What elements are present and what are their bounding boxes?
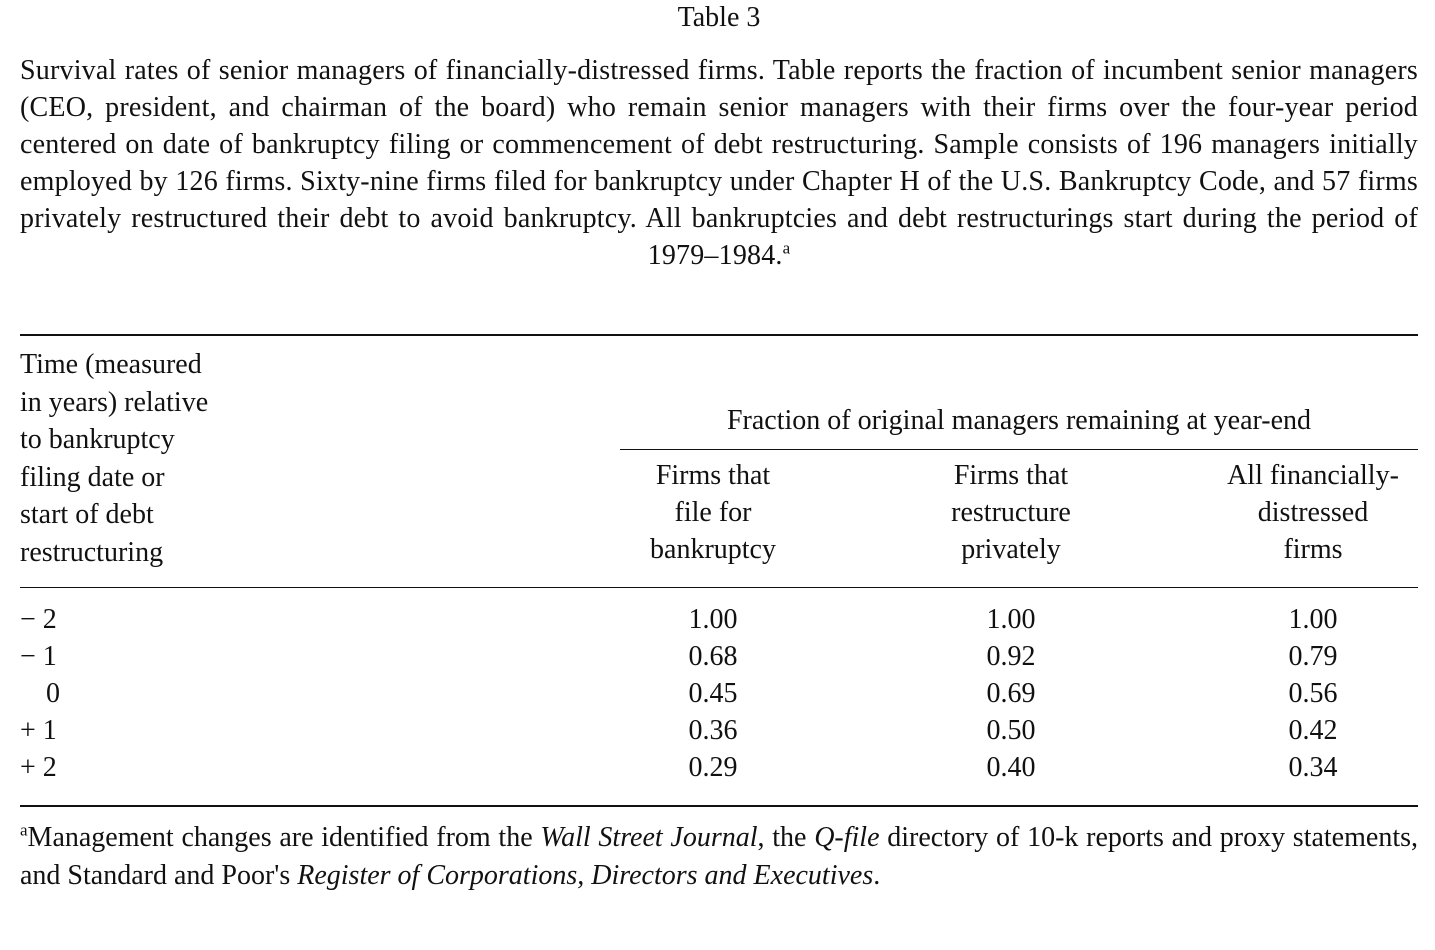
column-header-line: file for	[674, 497, 752, 528]
stub-header-line: Time (measured	[20, 349, 202, 380]
all-firms-cell: 1.00	[1288, 604, 1338, 635]
time-cell: − 2	[20, 604, 57, 635]
table-row	[20, 601, 1418, 638]
column-header-line: privately	[961, 534, 1061, 565]
bottom-rule	[20, 805, 1418, 807]
bankruptcy-cell: 0.36	[688, 715, 738, 746]
spanner-rule	[620, 449, 1418, 450]
footnote-text: .	[873, 859, 881, 891]
footnote-italic: Wall Street Journal	[540, 822, 758, 853]
bankruptcy-cell: 1.00	[688, 604, 738, 635]
column-header-line: All financially-	[1227, 460, 1399, 491]
table-caption	[20, 52, 1418, 274]
table-row	[20, 675, 1418, 712]
table-row	[20, 749, 1418, 786]
column-header-all	[1198, 457, 1428, 568]
time-cell: + 2	[20, 752, 57, 783]
all-firms-cell: 0.42	[1288, 715, 1338, 746]
column-header-line: bankruptcy	[650, 534, 776, 565]
stub-header-line: in years) relative	[20, 386, 209, 418]
table-footnote	[20, 819, 1418, 894]
restructure-cell: 0.92	[986, 641, 1036, 672]
all-firms-cell: 0.79	[1288, 641, 1338, 672]
all-firms-cell: 0.34	[1288, 752, 1338, 783]
time-cell: 0	[46, 678, 60, 709]
footnote-italic: Q-file	[814, 822, 880, 853]
stub-header-line: start of debt	[20, 499, 154, 530]
stub-header-line: to bankruptcy	[20, 424, 175, 455]
all-firms-cell: 0.56	[1288, 678, 1338, 709]
restructure-cell: 0.69	[986, 678, 1036, 709]
stub-header	[20, 346, 280, 571]
restructure-cell: 0.40	[986, 752, 1036, 783]
column-header-line: distressed	[1257, 497, 1369, 528]
top-rule	[20, 334, 1418, 336]
spanner-header: Fraction of original managers remaining at year-end	[726, 405, 1312, 436]
time-cell: − 1	[20, 641, 57, 672]
stub-header-line: filing date or	[20, 461, 165, 493]
table-page	[20, 0, 1418, 891]
column-header-line: firms	[1283, 534, 1343, 565]
footnote-text: , the	[757, 822, 815, 853]
table-row	[20, 638, 1418, 675]
column-header-restructure	[911, 457, 1111, 568]
bankruptcy-cell: 0.29	[688, 752, 738, 783]
column-header-bankruptcy	[613, 457, 813, 568]
time-cell: + 1	[20, 715, 57, 746]
column-header-line: Firms that	[953, 460, 1069, 491]
column-header-line: Firms that	[655, 460, 771, 491]
table-title: Table 3	[677, 2, 761, 33]
restructure-cell: 0.50	[986, 715, 1036, 746]
header-rule	[20, 587, 1418, 588]
caption-text: Survival rates of senior managers of financially-distressed firms. Table reports the fraction of incumbent senior managers (CEO, president, and chairman of the board) who remain senior managers with their firms over the four-year period centered on date of bankruptcy filing or commencement of debt restructuring. Sample consists of 196 managers initially employed by 126 firms. Sixty-nine firms filed for bankruptcy under Chapter H of the U.S. Bankruptcy Code, and 57 firms privately restructured their debt to avoid bankruptcy. All bankruptcies and debt restructurings start during the period of 1979–1984.	[20, 55, 1418, 271]
footnote-italic: Register of Corporations, Directors and Executives	[297, 859, 874, 891]
table-row	[20, 712, 1418, 749]
restructure-cell: 1.00	[986, 604, 1036, 635]
bankruptcy-cell: 0.68	[688, 641, 738, 672]
bankruptcy-cell: 0.45	[688, 678, 738, 709]
column-header-line: restructure	[951, 497, 1071, 528]
footnote-marker: a	[20, 820, 28, 840]
footnote-text: directory of 10-k reports and proxy statements, and Standard and Poor's	[20, 822, 1418, 891]
stub-header-line: restructuring	[20, 536, 164, 568]
footnote-text: Management changes are identified from the	[27, 822, 541, 853]
caption-note-marker: a	[782, 238, 791, 258]
